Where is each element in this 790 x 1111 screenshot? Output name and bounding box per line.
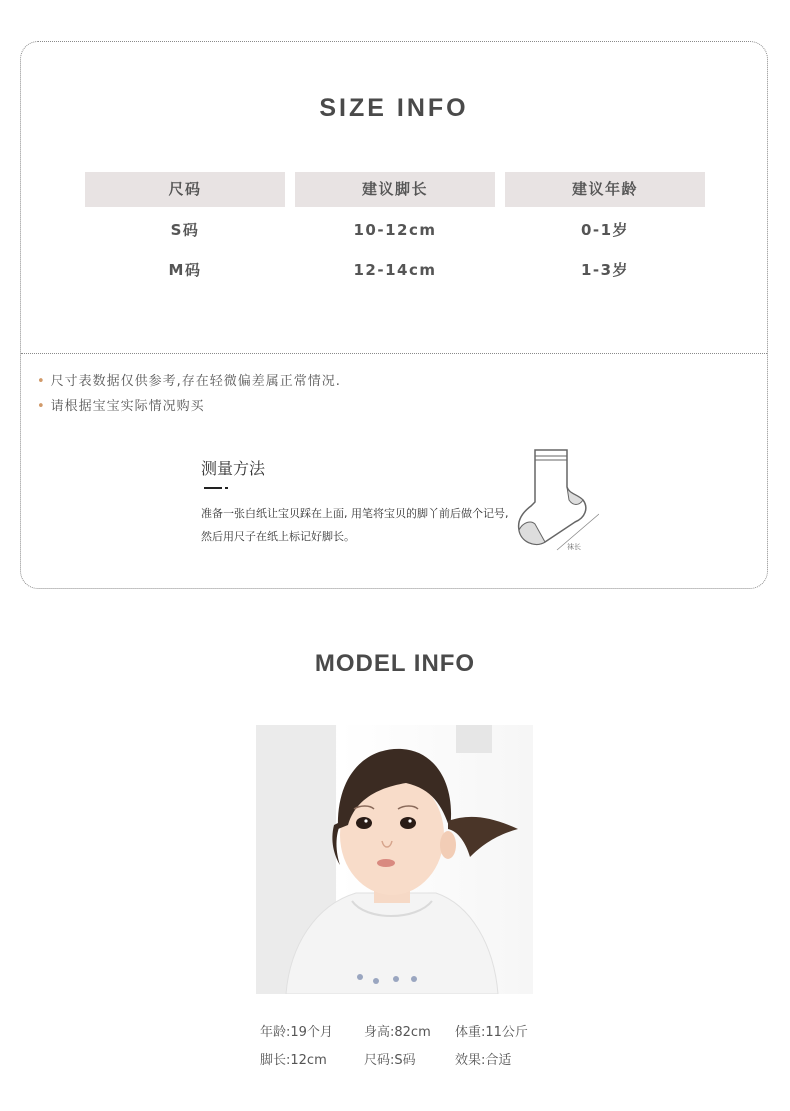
note-item — [37, 394, 341, 419]
title-underline — [204, 487, 222, 489]
cell-age: 0-1岁 — [580, 221, 630, 239]
bullet-icon: • — [37, 374, 46, 389]
note-text: 尺寸表数据仅供参考,存在轻微偏差属正常情况. — [50, 374, 341, 389]
baby-photo-image — [256, 725, 533, 994]
model-detail-row — [260, 1019, 560, 1047]
note-text: 请根据宝宝实际情况购买 — [50, 399, 205, 414]
model-height: 身高:82cm — [364, 1025, 431, 1040]
size-info-card — [20, 41, 768, 589]
card-divider — [21, 353, 767, 354]
cell-size: M码 — [168, 261, 202, 279]
size-table-header — [85, 172, 705, 207]
table-row — [85, 207, 705, 247]
model-size: 尺码:S码 — [364, 1053, 416, 1068]
measure-title: 测量方法 — [201, 459, 266, 478]
model-foot-length: 脚长:12cm — [260, 1053, 327, 1068]
model-fit: 效果:合适 — [455, 1053, 512, 1068]
header-foot-length: 建议脚长 — [295, 172, 495, 207]
model-age: 年龄:19个月 — [260, 1025, 333, 1040]
header-size: 尺码 — [85, 172, 285, 207]
model-info-title: MODEL INFO — [314, 650, 476, 677]
size-table — [85, 172, 705, 287]
cell-foot-length: 12-14cm — [353, 261, 437, 279]
model-details — [260, 1019, 560, 1075]
bullet-icon: • — [37, 399, 46, 414]
measure-line: 准备一张白纸让宝贝踩在上面, 用笔将宝贝的脚丫前后做个记号, — [201, 507, 509, 520]
cell-size: S码 — [170, 221, 200, 239]
model-photo — [256, 725, 533, 994]
model-weight: 体重:11公斤 — [455, 1025, 528, 1040]
sock-length-label: 袜长 — [567, 543, 581, 551]
measure-line: 然后用尺子在纸上标记好脚长。 — [201, 530, 355, 543]
sock-icon — [509, 442, 599, 552]
cell-foot-length: 10-12cm — [353, 221, 437, 239]
model-detail-row — [260, 1047, 560, 1075]
measure-instructions — [201, 502, 509, 548]
note-item — [37, 369, 341, 394]
cell-age: 1-3岁 — [580, 261, 630, 279]
size-notes — [37, 369, 341, 419]
header-age: 建议年龄 — [505, 172, 705, 207]
size-info-title: SIZE INFO — [319, 94, 469, 122]
table-row — [85, 247, 705, 287]
title-underline-dot — [225, 487, 228, 489]
